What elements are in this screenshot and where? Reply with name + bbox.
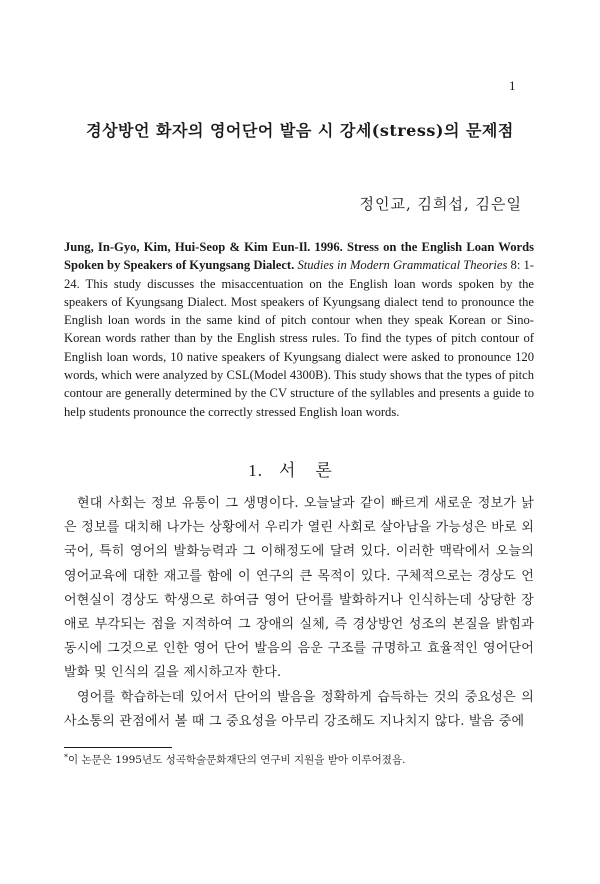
footnote-divider <box>64 747 172 748</box>
abstract-body: This study discusses the misaccentuation on the English loan words spoken by the speakers of Kyungsang Dialect. Most speakers of Kyungsang dialect tend to pronounce the English loan words in the same kind of pitch contour when they speak Korean or Sino-Korean words rather than by the English stress rules. To find the types of pitch contour of English loan words, 10 native speakers of Kyungsang dialect were asked to pronounce 120 words, which were analyzed by CSL(Model 4300B). This study shows that the types of pitch contour are generally determined by the CV structure of the syllables and presents a guide to help students pronounce the correctly stressed English loan words. <box>64 276 534 419</box>
journal-name: Studies in Modern Grammatical Theories <box>297 258 508 273</box>
section-heading <box>0 456 600 481</box>
abstract <box>64 238 534 421</box>
footnote-mark: * <box>64 753 68 762</box>
footnote-text: 이 논문은 1995년도 성곡학술문화재단의 연구비 지원을 받아 이루어졌음. <box>68 754 406 766</box>
paper-title: 경상방언 화자의 영어단어 발음 시 강세(stress)의 문제점 <box>86 121 514 140</box>
authors: 정인교, 김희섭, 김은일 <box>359 195 522 213</box>
body-text <box>64 492 534 734</box>
journal-pages: 8: 1-24. <box>64 258 534 291</box>
paragraph: 영어를 학습하는데 있어서 단어의 발음을 정확하게 습득하는 것의 중요성은 의사소통의 관점에서 볼 때 그 중요성을 아무리 강조해도 지나치지 않다. 발음 중에 <box>64 689 534 729</box>
paragraph: 현대 사회는 정보 유통이 그 생명이다. 오늘날과 같이 빠르게 새로운 정보가 낡은 정보를 대치해 나가는 상황에서 우리가 열린 사회로 살아남을 가능성은 바로 외국어, 특히 영어의 발화능력과 그 이해정도에 달려 있다. 이러한 맥락에서 오늘의 영어교육에 대한 재고를 함에 이 연구의 큰 목적이 있다. 구체적으로는 경상도 언어현실이 경상도 학생으로 하여금 영어 단어를 발화하거나 인식하는데 상당한 장애로 부각되는 점을 지적하여 그 장애의 실체, 즉 경상방언 성조의 본질을 밝힘과 동시에 그것으로 인한 영어 단어 발음의 음운 구조를 규명하고 효율적인 영어단어 발화 및 인식의 길을 제시하고자 한다. <box>64 496 534 681</box>
section-number: 1. <box>248 461 263 480</box>
abstract-citation: Jung, In-Gyo, Kim, Hui-Seop & Kim Eun-Il. 1996. Stress on the English Loan Words Spoken by Speakers of Kyungsang Dialect. <box>64 240 534 273</box>
footnote <box>64 753 534 767</box>
section-title: 서론 <box>278 461 352 481</box>
page-number: 1 <box>509 78 516 93</box>
